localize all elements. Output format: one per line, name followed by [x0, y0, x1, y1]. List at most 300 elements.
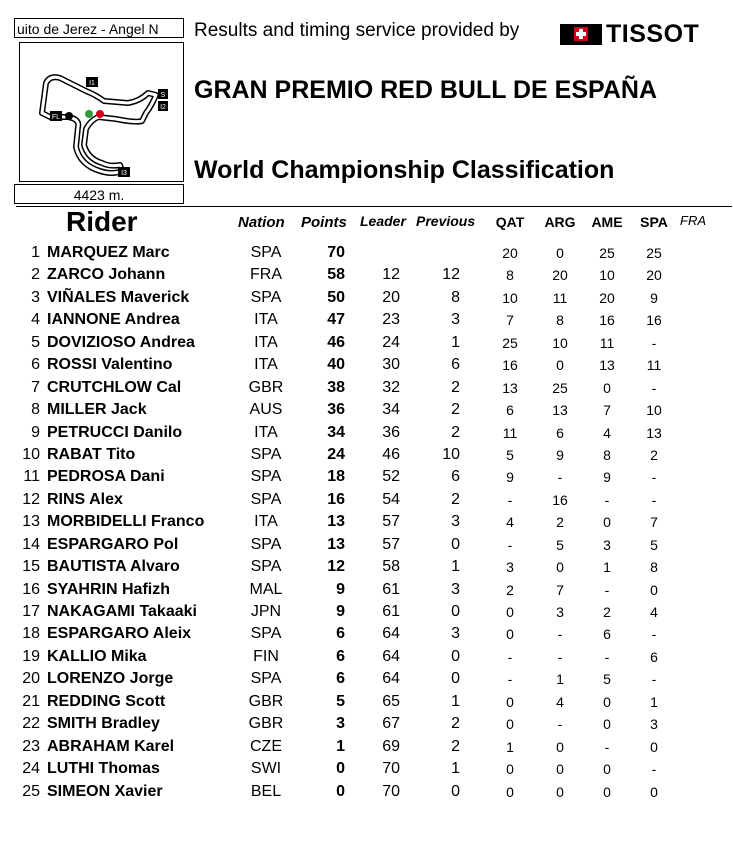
gap-previous: 10 [442, 445, 460, 463]
gap-previous: 2 [451, 423, 460, 441]
points: 3 [336, 715, 345, 733]
nation: CZE [250, 737, 282, 755]
race-arg: 4 [556, 693, 564, 710]
nation: SWI [250, 760, 282, 778]
provider-text: Results and timing service provided by [194, 20, 520, 41]
table-row [0, 377, 733, 399]
gap-previous: 3 [451, 580, 460, 598]
rider-name: DOVIZIOSO Andrea [47, 333, 195, 351]
rider-name: MARQUEZ Marc [47, 244, 170, 261]
race-arg: 20 [552, 267, 568, 284]
race-arg: 0 [556, 761, 564, 778]
race-qat: 9 [506, 469, 514, 486]
track-panel [14, 18, 186, 203]
gap-previous: 0 [451, 535, 460, 553]
race-ame: 10 [599, 267, 615, 284]
race-arg: 16 [552, 491, 568, 508]
nation: SPA [250, 625, 282, 643]
svg-text:I3: I3 [121, 170, 127, 177]
points: 0 [336, 782, 345, 800]
rider-name: ABRAHAM Karel [47, 737, 175, 755]
rider-name: VIÑALES Maverick [47, 288, 190, 306]
race-spa: 0 [650, 738, 658, 755]
rider-name: RABAT Tito [47, 445, 136, 463]
race-spa: 2 [650, 446, 658, 463]
race-spa: 10 [646, 402, 662, 419]
table-row [0, 489, 733, 511]
gap-leader: 34 [382, 401, 400, 419]
gap-leader: 58 [382, 558, 400, 576]
position: 15 [22, 558, 40, 576]
nation: SPA [250, 535, 282, 553]
race-spa: - [651, 334, 657, 351]
tissot-logo [560, 22, 699, 46]
points: 18 [327, 468, 345, 486]
gap-leader: 65 [382, 692, 400, 710]
position: 17 [22, 603, 40, 620]
points: 58 [327, 266, 345, 284]
table-row [0, 646, 733, 668]
race-arg: - [557, 469, 563, 486]
race-spa: 7 [650, 514, 658, 531]
table-row [0, 534, 733, 556]
race-qat: 7 [506, 312, 514, 329]
points: 47 [327, 311, 345, 329]
svg-text:S: S [160, 92, 166, 99]
gap-leader: 61 [382, 580, 400, 598]
table-row [0, 354, 733, 376]
table-row [0, 668, 733, 690]
race-arg: 1 [556, 671, 564, 688]
table-row [0, 511, 733, 533]
race-ame: 8 [603, 446, 611, 463]
gap-leader: 54 [382, 490, 400, 508]
table-row [0, 579, 733, 601]
race-arg: 8 [556, 312, 564, 329]
gap-leader: 52 [382, 468, 400, 486]
rider-name: PETRUCCI Danilo [47, 423, 183, 441]
race-ame: 0 [603, 379, 611, 396]
header-race-ame: AME [591, 214, 623, 230]
race-ame: 0 [603, 783, 611, 800]
table-row [0, 623, 733, 645]
position: 18 [22, 625, 40, 643]
race-ame: 11 [599, 334, 615, 351]
svg-text:I1: I1 [89, 80, 95, 87]
race-qat: 0 [506, 761, 514, 778]
track-length: 4423 m. [14, 184, 184, 204]
track-map [19, 42, 184, 182]
header-race-spa: SPA [640, 214, 668, 230]
rider-name: LUTHI Thomas [47, 760, 160, 778]
race-arg: - [557, 648, 563, 665]
race-arg: 6 [556, 424, 564, 441]
race-ame: 7 [603, 402, 611, 419]
gap-previous: 2 [451, 715, 460, 733]
rider-name: SIMEON Xavier [47, 782, 163, 800]
gap-previous: 2 [451, 490, 460, 508]
position: 22 [22, 715, 40, 733]
rider-name: IANNONE Andrea [47, 311, 180, 329]
points: 6 [336, 670, 345, 688]
rider-name: LORENZO Jorge [47, 670, 174, 688]
gap-previous: 12 [442, 266, 460, 284]
race-arg: 2 [556, 514, 564, 531]
rider-name: MILLER Jack [47, 401, 147, 419]
rider-name: SMITH Bradley [47, 715, 160, 733]
rider-name: MORBIDELLI Franco [47, 513, 205, 531]
gap-previous: 1 [451, 558, 460, 576]
gap-leader: 32 [382, 378, 400, 396]
gap-leader: 57 [382, 513, 400, 531]
gap-leader: 70 [382, 782, 400, 800]
gap-previous: 0 [451, 603, 460, 620]
points: 5 [336, 692, 345, 710]
race-ame: 25 [599, 245, 615, 261]
nation: ITA [254, 311, 278, 329]
race-qat: 6 [506, 402, 514, 419]
race-spa: - [651, 671, 657, 688]
race-qat: - [507, 648, 513, 665]
rider-name: NAKAGAMI Takaaki [47, 603, 197, 620]
nation: SPA [250, 468, 282, 486]
table-row [0, 736, 733, 758]
race-arg: 25 [552, 379, 568, 396]
classification-title: World Championship Classification [194, 156, 615, 184]
nation: JPN [250, 603, 282, 620]
table-row [0, 781, 733, 803]
position: 23 [22, 737, 40, 755]
race-qat: 0 [506, 693, 514, 710]
position: 24 [22, 760, 40, 778]
nation: SPA [250, 445, 282, 463]
race-ame: 16 [599, 312, 615, 329]
points: 40 [327, 356, 345, 374]
race-ame: 4 [603, 424, 611, 441]
gap-previous: 1 [451, 760, 460, 778]
race-ame: 5 [603, 671, 611, 688]
table-row [0, 332, 733, 354]
race-arg: 7 [556, 581, 564, 598]
race-arg: 0 [556, 245, 564, 261]
gap-previous: 1 [451, 692, 460, 710]
gap-leader: 70 [382, 760, 400, 778]
race-qat: 11 [502, 424, 518, 441]
points: 46 [327, 333, 345, 351]
race-ame: 9 [603, 469, 611, 486]
table-row [0, 422, 733, 444]
rider-name: ROSSI Valentino [47, 356, 173, 374]
position: 6 [31, 356, 40, 374]
race-spa: 11 [646, 357, 662, 374]
gap-previous: 2 [451, 378, 460, 396]
race-arg: - [557, 626, 563, 643]
position: 16 [22, 580, 40, 598]
tissot-cross-icon [560, 24, 602, 45]
rider-name: ESPARGARO Aleix [47, 625, 192, 643]
race-spa: 6 [650, 648, 658, 665]
table-row [0, 466, 733, 488]
gap-leader: 64 [382, 625, 400, 643]
nation: ITA [254, 423, 278, 441]
position: 2 [31, 266, 40, 284]
event-title: GRAN PREMIO RED BULL DE ESPAÑA [194, 76, 658, 104]
gap-previous: 3 [451, 625, 460, 643]
race-qat: 4 [506, 514, 514, 531]
rider-name: CRUTCHLOW Cal [47, 378, 182, 396]
svg-text:I2: I2 [160, 104, 166, 111]
points: 50 [327, 288, 345, 306]
race-spa: - [651, 379, 657, 396]
gap-leader: 23 [382, 311, 400, 329]
race-ame: 20 [599, 289, 615, 306]
gap-leader: 67 [382, 715, 400, 733]
position: 1 [31, 244, 40, 261]
points: 36 [327, 401, 345, 419]
race-ame: - [604, 581, 610, 598]
rider-name: REDDING Scott [47, 692, 166, 710]
position: 11 [23, 468, 40, 486]
race-spa: - [651, 626, 657, 643]
nation: SPA [250, 244, 282, 261]
race-ame: 1 [603, 559, 611, 576]
rider-name: SYAHRIN Hafizh [47, 580, 170, 598]
gap-leader: 46 [382, 445, 400, 463]
table-row [0, 556, 733, 578]
table-row [0, 713, 733, 735]
position: 8 [31, 401, 40, 419]
gap-previous: 0 [451, 647, 460, 665]
race-qat: 25 [502, 334, 518, 351]
rider-name: ZARCO Johann [47, 266, 166, 284]
position: 10 [22, 445, 40, 463]
table-row [0, 691, 733, 713]
race-arg: 11 [552, 289, 568, 306]
header-race-qat: QAT [495, 214, 525, 230]
header-race-fra: FRA [680, 213, 706, 228]
race-arg: 13 [552, 402, 568, 419]
race-arg: - [557, 716, 563, 733]
nation: ITA [254, 333, 278, 351]
table-row [0, 399, 733, 421]
race-spa: 4 [650, 604, 658, 620]
race-spa: - [651, 761, 657, 778]
race-spa: 20 [646, 267, 662, 284]
rider-name: BAUTISTA Alvaro [47, 558, 180, 576]
gap-leader: 24 [382, 333, 400, 351]
race-spa: 0 [650, 581, 658, 598]
table-row [0, 287, 733, 309]
race-spa: - [651, 491, 657, 508]
race-qat: 5 [506, 446, 514, 463]
rider-name: RINS Alex [47, 490, 123, 508]
points: 9 [336, 580, 345, 598]
race-qat: - [507, 536, 513, 553]
position: 3 [31, 288, 40, 306]
race-qat: 0 [506, 716, 514, 733]
race-qat: 2 [506, 581, 514, 598]
points: 38 [327, 378, 345, 396]
gap-leader: 64 [382, 647, 400, 665]
red-dot-icon [96, 110, 104, 118]
points: 13 [327, 535, 345, 553]
race-arg: 3 [556, 604, 564, 620]
race-ame: - [604, 491, 610, 508]
race-qat: 20 [502, 245, 518, 261]
nation: BEL [250, 782, 282, 800]
points: 24 [327, 445, 345, 463]
gap-previous: 6 [451, 356, 460, 374]
position: 20 [22, 670, 40, 688]
header-points: Points [301, 214, 347, 231]
gap-previous: 3 [451, 513, 460, 531]
position: 5 [31, 333, 40, 351]
race-qat: 10 [502, 289, 518, 306]
header-race-arg: ARG [544, 214, 576, 230]
race-ame: 0 [603, 514, 611, 531]
gap-leader: 69 [382, 737, 400, 755]
table-row [0, 264, 733, 286]
position: 13 [22, 513, 40, 531]
race-ame: 3 [603, 536, 611, 553]
nation: GBR [248, 715, 284, 733]
race-spa: 1 [650, 693, 658, 710]
position: 25 [22, 782, 40, 800]
gap-previous: 2 [451, 401, 460, 419]
gap-leader: 30 [382, 356, 400, 374]
race-spa: - [651, 469, 657, 486]
position: 19 [22, 647, 40, 665]
race-qat: 3 [506, 559, 514, 576]
race-qat: 0 [506, 783, 514, 800]
race-ame: 6 [603, 626, 611, 643]
race-qat: - [507, 671, 513, 688]
position: 14 [22, 535, 40, 553]
gap-leader: 12 [382, 266, 400, 284]
gap-previous: 1 [451, 333, 460, 351]
table-row [0, 309, 733, 331]
points: 9 [336, 603, 345, 620]
nation: GBR [248, 692, 284, 710]
race-qat: 16 [502, 357, 518, 374]
race-ame: 13 [599, 357, 615, 374]
nation: SPA [250, 670, 282, 688]
gap-leader: 20 [382, 288, 400, 306]
nation: FRA [250, 266, 282, 284]
position: 12 [22, 490, 40, 508]
race-spa: 13 [646, 424, 662, 441]
nation: FIN [253, 647, 279, 665]
nation: AUS [249, 401, 283, 419]
race-arg: 5 [556, 536, 564, 553]
gap-previous: 3 [451, 311, 460, 329]
race-spa: 5 [650, 536, 658, 553]
gap-leader: 61 [382, 603, 400, 620]
nation: ITA [254, 513, 278, 531]
race-spa: 9 [650, 289, 658, 306]
race-qat: 8 [506, 267, 514, 284]
race-ame: 2 [603, 604, 611, 620]
header-rider: Rider [66, 206, 138, 237]
table-row [0, 601, 733, 623]
header-leader: Leader [360, 213, 406, 229]
position: 7 [31, 378, 40, 396]
header-previous: Previous [416, 213, 476, 229]
gap-previous: 8 [451, 288, 460, 306]
race-arg: 0 [556, 357, 564, 374]
svg-text:FL: FL [51, 114, 61, 121]
race-qat: 13 [502, 379, 518, 396]
race-qat: - [507, 491, 513, 508]
race-ame: 0 [603, 716, 611, 733]
gap-previous: 2 [451, 737, 460, 755]
race-ame: 0 [603, 761, 611, 778]
points: 16 [327, 490, 345, 508]
nation: SPA [250, 288, 282, 306]
gap-previous: 0 [451, 782, 460, 800]
track-name: uito de Jerez - Angel N [14, 18, 184, 38]
points: 1 [336, 737, 345, 755]
gap-leader: 57 [382, 535, 400, 553]
race-qat: 1 [506, 738, 514, 755]
nation: ITA [254, 356, 278, 374]
race-arg: 9 [556, 446, 564, 463]
position: 4 [31, 311, 40, 329]
header-nation: Nation [238, 214, 285, 231]
nation: GBR [248, 378, 284, 396]
points: 12 [327, 558, 345, 576]
gap-previous: 6 [451, 468, 460, 486]
table-row [0, 758, 733, 780]
nation: MAL [249, 580, 283, 598]
nation: SPA [250, 490, 282, 508]
gap-previous: 0 [451, 670, 460, 688]
race-ame: - [604, 648, 610, 665]
race-arg: 0 [556, 738, 564, 755]
nation: SPA [250, 558, 282, 576]
finish-line-icon [65, 112, 73, 120]
race-qat: 0 [506, 626, 514, 643]
rider-name: ESPARGARO Pol [47, 535, 179, 553]
green-dot-icon [85, 110, 93, 118]
race-arg: 0 [556, 783, 564, 800]
race-ame: - [604, 738, 610, 755]
points: 6 [336, 625, 345, 643]
table-row [0, 242, 733, 264]
position: 21 [22, 692, 40, 710]
race-ame: 0 [603, 693, 611, 710]
points: 13 [327, 513, 345, 531]
table-row [0, 444, 733, 466]
race-spa: 0 [650, 783, 658, 800]
rider-name: KALLIO Mika [47, 647, 147, 665]
points: 6 [336, 647, 345, 665]
race-spa: 16 [646, 312, 662, 329]
points: 70 [327, 244, 345, 261]
position: 9 [31, 423, 40, 441]
gap-leader: 36 [382, 423, 400, 441]
race-arg: 10 [552, 334, 568, 351]
brand-name: TISSOT [606, 20, 700, 48]
standings-table [0, 242, 733, 803]
rider-name: PEDROSA Dani [47, 468, 165, 486]
race-arg: 0 [556, 559, 564, 576]
race-qat: 0 [506, 604, 514, 620]
circuit-map-icon [20, 43, 183, 181]
points: 0 [336, 760, 345, 778]
race-spa: 25 [646, 245, 662, 261]
race-spa: 3 [650, 716, 658, 733]
